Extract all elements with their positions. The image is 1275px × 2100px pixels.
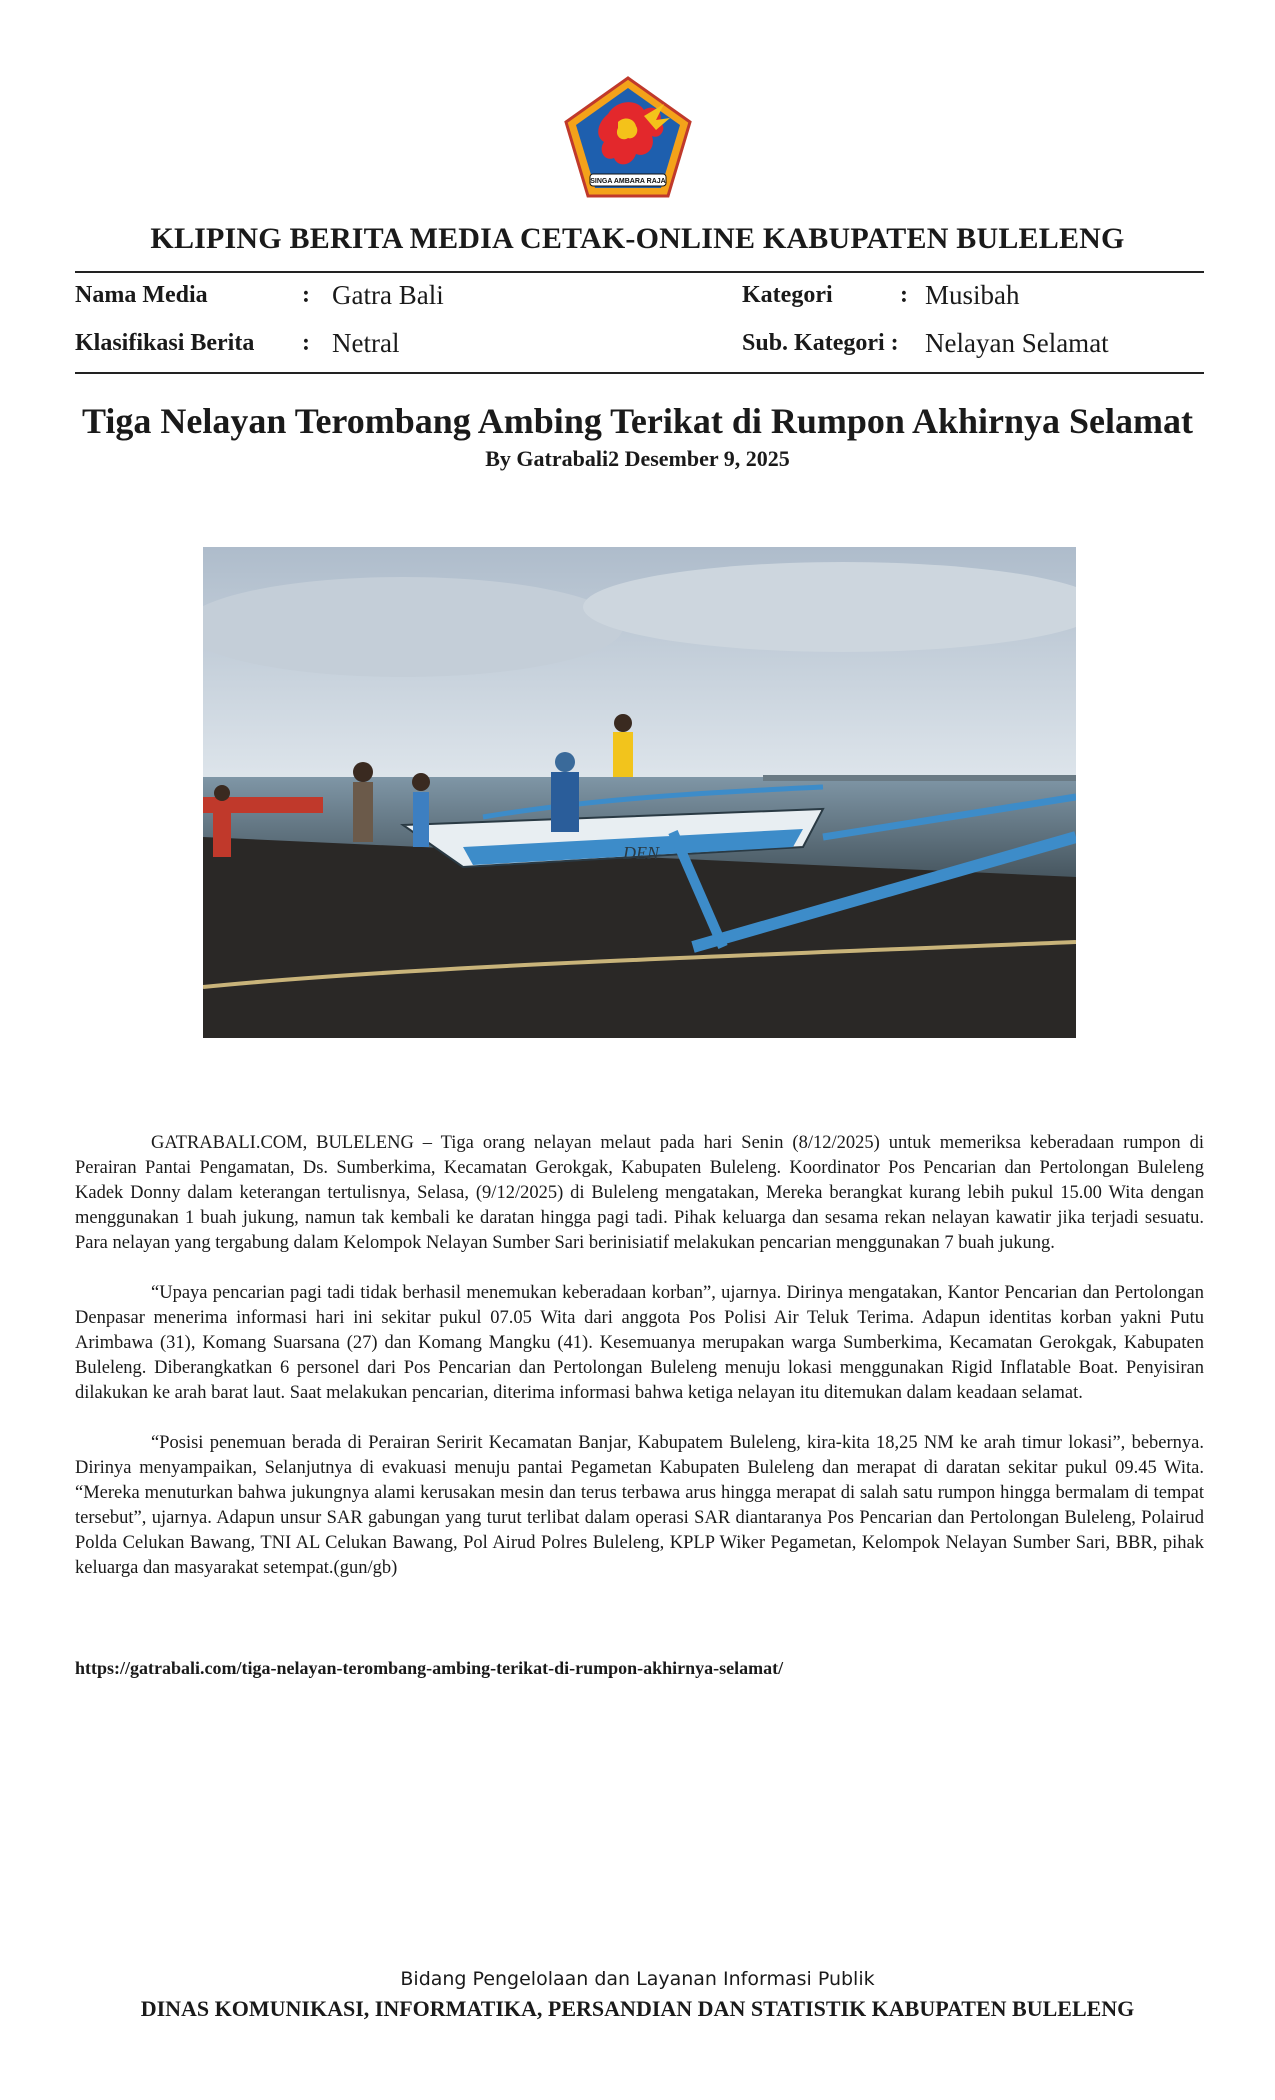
article-byline: By Gatrabali2 Desember 9, 2025 <box>485 446 790 471</box>
article-title: Tiga Nelayan Terombang Ambing Terikat di Rumpon Akhirnya Selamat <box>82 401 1193 441</box>
logo-caption: SINGA AMBARA RAJA <box>590 178 666 185</box>
source-url: https://gatrabali.com/tiga-nelayan-terombang-ambing-terikat-di-rumpon-akhirnya-selamat/ <box>75 1658 784 1678</box>
classification-value: Netral <box>332 328 400 358</box>
classification-colon: : <box>302 330 310 356</box>
footer-agency: DINAS KOMUNIKASI, INFORMATIKA, PERSANDIAN DAN STATISTIK KABUPATEN BULELENG <box>140 1996 1135 2021</box>
classification-label: Klasifikasi Berita <box>75 330 255 356</box>
article-photo <box>203 547 1076 1038</box>
regency-logo <box>560 74 696 200</box>
media-label: Nama Media <box>75 282 208 308</box>
article-body <box>75 1131 1204 1606</box>
category-colon: : <box>900 282 908 308</box>
footer-division: Bidang Pengelolaan dan Layanan Informasi Publik <box>400 1968 875 1990</box>
subcategory-label: Sub. Kategori : <box>742 330 899 356</box>
article-paragraph: GATRABALI.COM, BULELENG – Tiga orang nelayan melaut pada hari Senin (8/12/2025) untuk memeriksa keberadaan rumpon di Perairan Pantai Pengamatan, Ds. Sumberkima, Kecamatan Gerokgak, Kabupaten Buleleng. Koordinator Pos Pencarian dan Pertolongan Buleleng Kadek Donny dalam keterangan tertulisnya, Selasa, (9/12/2025) di Buleleng mengatakan, Mereka berangkat kurang lebih pukul 15.00 Wita dengan menggunakan 1 buah jukung, namun tak kembali ke daratan hingga pagi tadi. Pihak keluarga dan sesama rekan nelayan kawatir jika terjadi sesuatu. Para nelayan yang tergabung dalam Kelompok Nelayan Sumber Sari berinisiatif melakukan pencarian menggunakan 7 buah jukung. <box>75 1133 1204 1253</box>
clipping-header-title: KLIPING BERITA MEDIA CETAK-ONLINE KABUPATEN BULELENG <box>150 222 1125 255</box>
boat-name-text: DEN <box>623 843 659 863</box>
category-value: Musibah <box>925 280 1020 310</box>
article-paragraph: “Posisi penemuan berada di Perairan Seririt Kecamatan Banjar, Kabupatem Buleleng, kira-kita 18,25 NM ke arah timur lokasi”, bebernya. Dirinya menyampaikan, Selanjutnya di evakuasi menuju pantai Pegametan Kabupaten Buleleng dan merapat di daratan sekitar pukul 09.45 Wita. “Mereka menuturkan bahwa jukungnya alami kerusakan mesin dan terus terbawa arus hingga merapat di salah satu rumpon hingga bermalam di tempat tersebut”, ujarnya. Adapun unsur SAR gabungan yang turut terlibat dalam operasi SAR diantaranya Pos Pencarian dan Pertolongan Buleleng, Polairud Polda Celukan Bawang, TNI AL Celukan Bawang, Pol Airud Polres Buleleng, KPLP Wiker Pegametan, Kelompok Nelayan Sumber Sari, BBR, pihak keluarga dan masyarakat setempat.(gun/gb) <box>75 1433 1204 1578</box>
category-label: Kategori <box>742 282 833 308</box>
media-value: Gatra Bali <box>332 280 444 310</box>
header-divider-bottom <box>75 372 1204 374</box>
header-divider-top <box>75 271 1204 273</box>
article-paragraph: “Upaya pencarian pagi tadi tidak berhasil menemukan keberadaan korban”, ujarnya. Dirinya mengatakan, Kantor Pencarian dan Pertolongan Denpasar menerima informasi hari ini sekitar pukul 07.05 Wita dari anggota Pos Polisi Air Teluk Terima. Adapun identitas korban yakni Putu Arimbawa (31), Komang Suarsana (27) dan Komang Mangku (41). Kesemuanya merupakan warga Sumberkima, Kecamatan Gerokgak, Kabupaten Buleleng. Diberangkatkan 6 personel dari Pos Pencarian dan Pertolongan Buleleng menuju lokasi menggunakan Rigid Inflatable Boat. Penyisiran dilakukan ke arah barat laut. Saat melakukan pencarian, diterima informasi bahwa ketiga nelayan itu ditemukan dalam keadaan selamat. <box>75 1283 1204 1403</box>
media-colon: : <box>302 282 310 308</box>
subcategory-value: Nelayan Selamat <box>925 328 1109 358</box>
